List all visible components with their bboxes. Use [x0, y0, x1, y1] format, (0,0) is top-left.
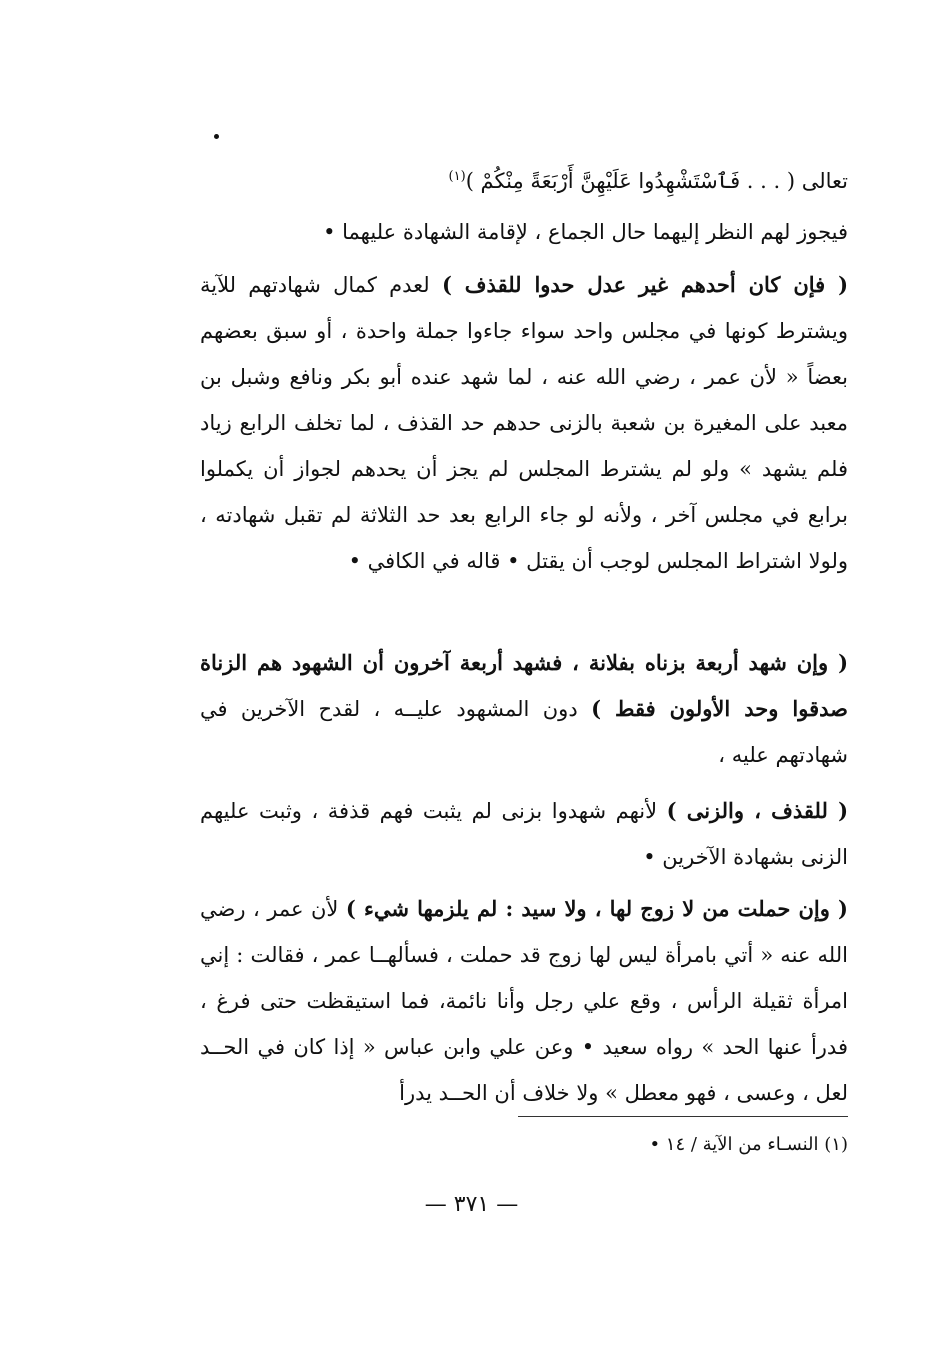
paragraph-4 [200, 886, 848, 1116]
verse-text: تعالى ( . . . فَٱسْتَشْهِدُوا عَلَيْهِنَّ أَرْبَعَةً مِنْكُمْ ) [465, 169, 848, 193]
paragraph-3 [200, 788, 848, 880]
footnote-reference: (١) [448, 169, 466, 184]
paragraph-1-heading: ( فإن كان أحدهم غير عدل حدوا للقذف ) [441, 272, 849, 297]
paragraph-2-body: دون المشهود عليــه ، لقدح الآخرين في شهادتهم عليه ، [200, 697, 848, 767]
paragraph-1 [200, 262, 848, 584]
paragraph-1-body: لعدم كمال شهادتهم للآية ويشترط كونها في مجلس واحد سواء جاءوا جملة واحدة ، أو سبق بعضهم بعضاً « لأن عمر ، رضي الله عنه ، لما شهد عنده أبو بكر ونافع وشبل بن معبد على المغيرة بن شعبة بالزنى حدهم حد القذف ، لما تخلف الرابع زياد فلم يشهد » ولو لم يشترط المجلس لم يجز أن يحدهم لجواز أن يكملوا برابع في مجلس آخر ، ولأنه لو جاء الرابع بعد حد الثلاثة لم تقبل شهادته ، ولولا اشتراط المجلس لوجب أن يقتل • قاله في الكافي • [200, 273, 848, 573]
ink-dot [214, 134, 219, 139]
page-number: — ٣٧١ — [424, 1192, 519, 1217]
paragraph-4-heading: ( وإن حملت من لا زوج لها ، ولا سيد : لم يلزمها شيء ) [345, 896, 848, 921]
paragraph-2 [200, 640, 848, 778]
paragraph-3-heading: ( للقذف ، والزنى ) [666, 798, 849, 823]
intro-line: فيجوز لهم النظر إليهما حال الجماع ، لإقامة الشهادة عليهما • [323, 220, 848, 244]
paragraph-4-body: لأن عمر ، رضي الله عنه « أتي بامرأة ليس لها زوج قد حملت ، فسألهــا عمر ، فقالت : إني امرأة ثقيلة الرأس ، وقع علي رجل وأنا نائمة، فما استيقظت حتى فرغ ، فدرأ عنها الحد » رواه سعيد • وعن علي وابن عباس « إذا كان في الحــد لعل ، وعسى ، فهو معطل » ولا خلاف أن الحــد يدرأ [200, 897, 848, 1105]
footnote-divider [518, 1116, 848, 1117]
paragraph-3-body: لأنهم شهدوا بزنى لم يثبت فهم قذفة ، وثبت عليهم الزنى بشهادة الآخرين • [200, 799, 848, 869]
footnote: (١) النسـاء من الآية / ١٤ • [649, 1134, 848, 1155]
paragraph-2-heading: ( وإن شهد أربعة بزناه بفلانة ، فشهد أربعة آخرون أن الشهود هم الزناة صدقوا وحد الأولون فقط ) [200, 650, 848, 721]
quran-verse [380, 152, 848, 206]
